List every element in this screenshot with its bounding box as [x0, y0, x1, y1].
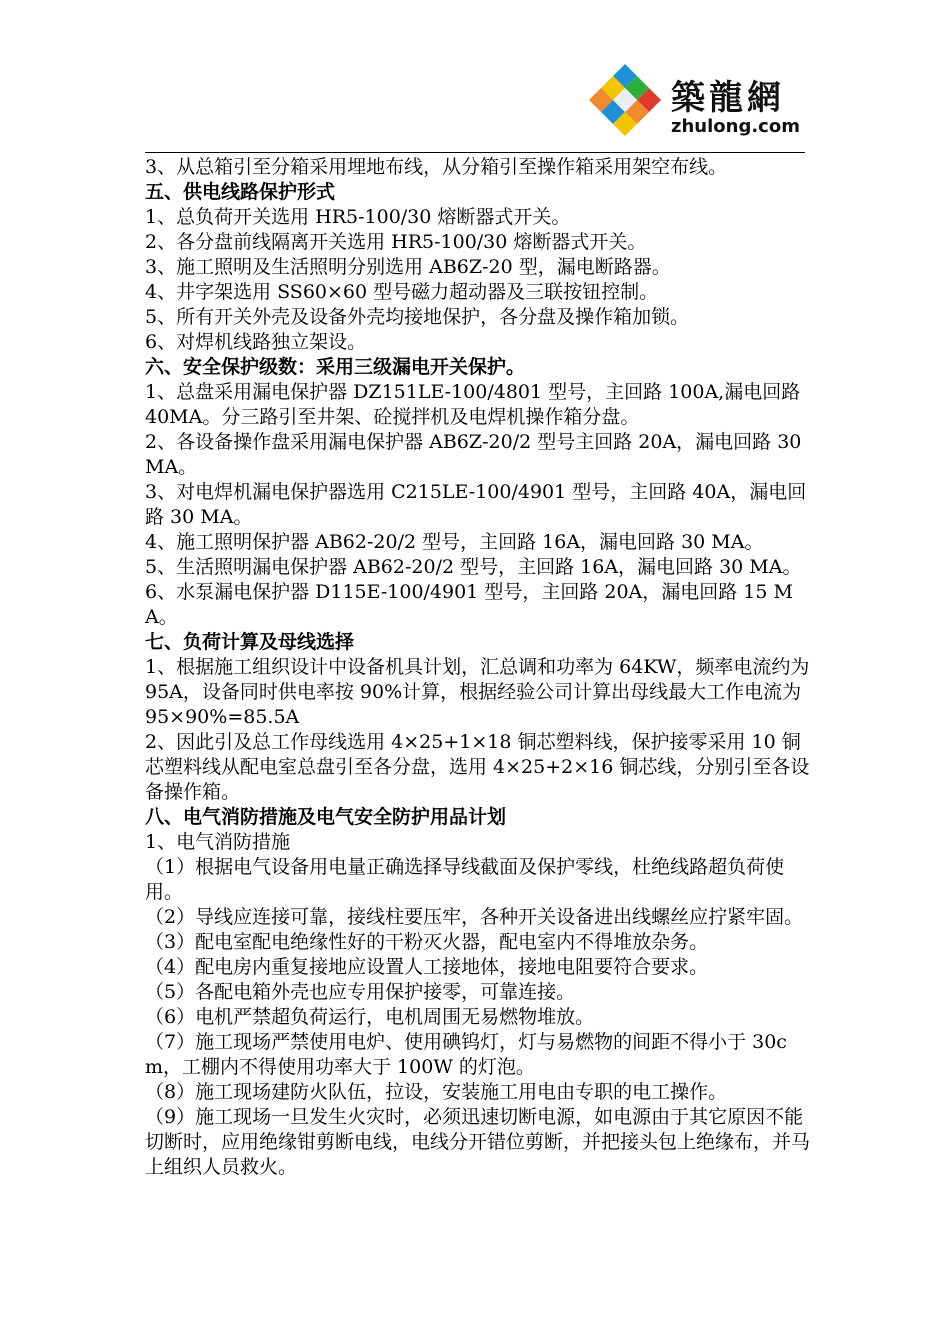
- paragraph: 1、根据施工组织设计中设备机具计划，汇总调和功率为 64KW，频率电流约为 95A，设备同时供电率按 90%计算，根据经验公司计算出母线最大工作电流为 95×90%=85.5A: [145, 656, 810, 728]
- paragraph: （7）施工现场严禁使用电炉、使用碘钨灯，灯与易燃物的间距不得小于 30cm，工棚内不得使用功率大于 100W 的灯泡。: [145, 1031, 787, 1078]
- paragraph: 2、各设备操作盘采用漏电保护器 AB6Z-20/2 型号主回路 20A，漏电回路 30 MA。: [145, 431, 802, 478]
- paragraph: （1）根据电气设备用电量正确选择导线截面及保护零线，杜绝线路超负荷使用。: [145, 856, 785, 903]
- paragraph: （5）各配电箱外壳也应专用保护接零，可靠连接。: [145, 981, 576, 1003]
- cube-logo-icon: [585, 62, 665, 146]
- logo-url-text: zhulong.com: [671, 116, 800, 137]
- paragraph: （9）施工现场一旦发生火灾时，必须迅速切断电源，如电源由于其它原因不能切断时，应用绝缘钳剪断电线，电线分开错位剪断，并把接头包上绝缘布，并马上组织人员救火。: [145, 1106, 811, 1178]
- paragraph: 1、总负荷开关选用 HR5-100/30 熔断器式开关。: [145, 206, 571, 228]
- paragraph: 2、各分盘前线隔离开关选用 HR5-100/30 熔断器式开关。: [145, 231, 647, 253]
- page-header: [145, 58, 805, 154]
- paragraph: 4、施工照明保护器 AB62-20/2 型号，主回路 16A，漏电回路 30 MA。: [145, 531, 764, 553]
- section-heading-6: 六、安全保护级数：采用三级漏电开关保护。: [145, 356, 526, 378]
- document-body: [145, 155, 810, 1180]
- paragraph: 4、井字架选用 SS60×60 型号磁力超动器及三联按钮控制。: [145, 281, 659, 303]
- section-heading-8: 八、电气消防措施及电气安全防护用品计划: [145, 806, 507, 828]
- header-divider: [145, 152, 805, 153]
- paragraph: （2）导线应连接可靠，接线柱要压牢，各种开关设备进出线螺丝应拧紧牢固。: [145, 906, 804, 928]
- paragraph: （3）配电室配电绝缘性好的干粉灭火器，配电室内不得堆放杂务。: [145, 931, 709, 953]
- paragraph: 1、电气消防措施: [145, 831, 291, 853]
- paragraph: （4）配电房内重复接地应设置人工接地体，接地电阻要符合要求。: [145, 956, 709, 978]
- paragraph: 3、施工照明及生活照明分别选用 AB6Z-20 型，漏电断路器。: [145, 256, 671, 278]
- paragraph: 2、因此引及总工作母线选用 4×25+1×18 铜芯塑料线，保护接零采用 10 铜芯塑料线从配电室总盘引至各分盘，选用 4×25+2×16 铜芯线，分别引至各设备操作箱。: [145, 731, 810, 803]
- paragraph: 1、总盘采用漏电保护器 DZ151LE-100/4801 型号，主回路 100A,漏电回路 40MA。分三路引至井架、砼搅拌机及电焊机操作箱分盘。: [145, 381, 801, 428]
- paragraph: （6）电机严禁超负荷运行，电机周围无易燃物堆放。: [145, 1006, 595, 1028]
- section-heading-7: 七、负荷计算及母线选择: [145, 631, 355, 653]
- paragraph: 5、生活照明漏电保护器 AB62-20/2 型号，主回路 16A，漏电回路 30 MA。: [145, 556, 802, 578]
- section-heading-5: 五、供电线路保护形式: [145, 181, 336, 203]
- paragraph: 5、所有开关外壳及设备外壳均接地保护，各分盘及操作箱加锁。: [145, 306, 690, 328]
- zhulong-logo: [585, 58, 805, 150]
- paragraph: 3、对电焊机漏电保护器选用 C215LE-100/4901 型号，主回路 40A，漏电回路 30 MA。: [145, 481, 807, 528]
- paragraph: 6、对焊机线路独立架设。: [145, 331, 367, 353]
- paragraph: （8）施工现场建防火队伍，拉设，安装施工用电由专职的电工操作。: [145, 1081, 728, 1103]
- paragraph: 6、水泵漏电保护器 D115E-100/4901 型号，主回路 20A，漏电回路 15 MA。: [145, 581, 793, 628]
- logo-chinese-text: 築龍網: [671, 78, 785, 118]
- paragraph: 3、从总箱引至分箱采用埋地布线，从分箱引至操作箱采用架空布线。: [145, 156, 728, 178]
